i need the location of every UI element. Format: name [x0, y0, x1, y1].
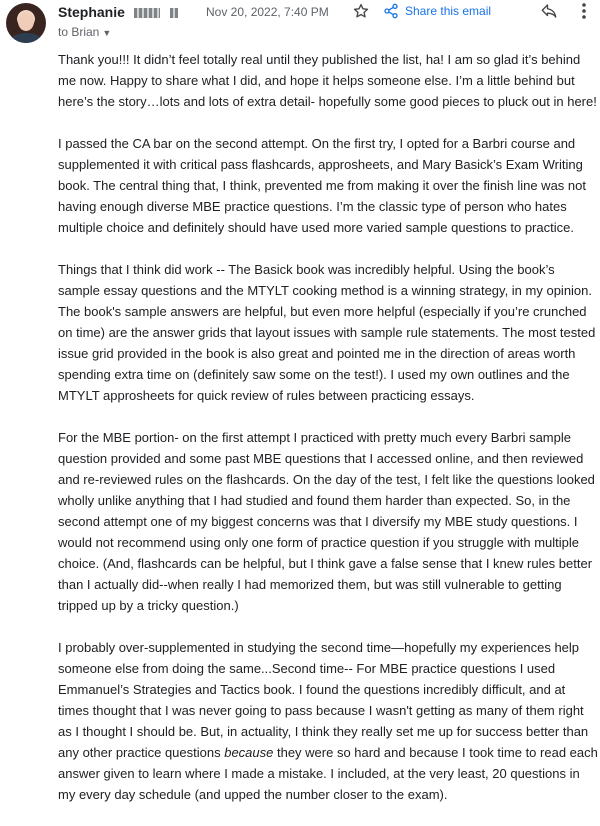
line-text: here’s the story…lots and lots of extra detail- hopefully some good pieces to pluck out in here! — [58, 94, 597, 109]
line-text: on time) are the answer grids that layout issues with sample rule statements. The most tested — [58, 325, 596, 340]
email-line — [58, 52, 580, 67]
sender-name[interactable]: Stephanie — [58, 4, 125, 20]
line-text: Things that I think did work -- The Basick book was incredibly helpful. Using the book’s — [58, 262, 555, 277]
line-text: supplemented it with critical pass flashcards, approsheets, and Mary Basick’s Exam Writing — [58, 157, 583, 172]
recipient-label: to Brian — [58, 25, 100, 39]
email-paragraph — [58, 637, 598, 805]
email-line — [58, 598, 239, 613]
email-line — [58, 220, 574, 235]
email-line — [58, 724, 588, 739]
line-text: as I thought I should be. But, in actuality, I think they really set me up for success better than — [58, 724, 589, 739]
emphasized-text: because — [224, 745, 274, 760]
line-text: me now. Happy to share what I did, and hope it helps someone else. I’m a little behind but — [58, 73, 575, 88]
email-line — [58, 346, 575, 361]
line-text: they were so hard and because I took time to read each — [273, 745, 598, 760]
star-icon[interactable] — [352, 2, 370, 20]
email-line — [58, 136, 575, 151]
more-vert-icon[interactable] — [580, 1, 588, 21]
line-text: than I actually did--when really I had memorized them, but was still vulnerable to getting — [58, 577, 562, 592]
line-text: question provided and some past MBE questions that I accessed online, and then reviewed — [58, 451, 584, 466]
email-line — [58, 262, 555, 277]
email-line — [58, 514, 578, 529]
line-text: would not recommend using only one form of practice question if you struggle with multiple — [58, 535, 579, 550]
line-text: For the MBE portion- on the first attempt I practiced with pretty much every Barbri sample — [58, 430, 571, 445]
line-text: I probably over-supplemented in studying the second time—hopefully my experiences help — [58, 640, 580, 655]
email-line — [58, 661, 555, 676]
line-text: sample essay questions and the MTYLT cooking method is a winning strategy, in my opinion. — [58, 283, 593, 298]
email-paragraph — [58, 427, 598, 616]
line-text: my every day schedule (and upped the number closer to the exam). — [58, 787, 448, 802]
email-line — [58, 472, 595, 487]
share-email-label: Share this email — [405, 4, 492, 18]
email-line — [58, 535, 579, 550]
email-line — [58, 283, 592, 298]
line-text: wholly unlike anything that I had studied and found them harder than expected. So, in the — [58, 493, 571, 508]
avatar-face — [18, 12, 34, 31]
line-text: times thought that I was never going to pass because I wasn't getting as many of them right — [58, 703, 584, 718]
line-text: any other practice questions — [58, 745, 225, 760]
email-line — [58, 556, 592, 571]
email-line — [58, 682, 565, 697]
sender-avatar[interactable] — [6, 3, 46, 43]
line-text: Thank you!!! It didn’t feel totally real until they published the list, ha! I am so glad it’s behind — [58, 52, 581, 67]
email-line — [58, 430, 571, 445]
share-icon — [383, 3, 399, 19]
line-text: MTYLT approsheets for quick review of rules between practicing essays. — [58, 388, 475, 403]
email-line — [58, 178, 586, 193]
line-text: answer given to learn where I made a mistake. I included, at the very least, 20 questions in — [58, 766, 580, 781]
email-line — [58, 640, 579, 655]
redacted-email-block — [170, 8, 178, 18]
avatar-shirt — [10, 33, 42, 43]
email-paragraph — [58, 259, 598, 406]
line-text: spending extra time on (definitely saw some on the test!). I used my own outlines and the — [58, 367, 570, 382]
email-line — [58, 703, 584, 718]
email-header — [0, 0, 600, 48]
email-line — [58, 325, 595, 340]
email-line — [58, 451, 583, 466]
redacted-email-block — [134, 8, 160, 18]
caret-down-icon[interactable]: ▼ — [102, 28, 112, 38]
email-line — [58, 388, 474, 403]
line-text: I passed the CA bar on the second attempt. On the first try, I opted for a Barbri course and — [58, 136, 576, 151]
email-line — [58, 94, 597, 109]
line-text: issue grid provided in the book is also great and pointed me in the direction of areas worth — [58, 346, 576, 361]
email-line — [58, 367, 570, 382]
line-text: and re-reviewed rules on the flashcards. On the day of the test, I felt like the questions looked — [58, 472, 595, 487]
share-email-button[interactable] — [383, 3, 491, 19]
line-text: Emmanuel’s Strategies and Tactics book. I found the questions incredibly difficult, and at — [58, 682, 566, 697]
recipient-line[interactable] — [58, 25, 111, 39]
reply-icon[interactable] — [540, 2, 558, 20]
email-line — [58, 493, 570, 508]
email-line — [58, 766, 580, 781]
line-text: choice. (And, flashcards can be helpful, but I think gave a false sense that I knew rules better — [58, 556, 593, 571]
line-text: second attempt one of my biggest concerns was that I diversify my MBE study questions. I — [58, 514, 578, 529]
line-text: tripped up by a tricky question.) — [58, 598, 239, 613]
email-line — [58, 787, 448, 802]
email-paragraph — [58, 133, 598, 238]
email-date: Nov 20, 2022, 7:40 PM — [206, 5, 329, 19]
line-text: book. The central thing that, I think, prevented me from making it over the finish line was not — [58, 178, 586, 193]
email-body — [58, 49, 598, 826]
email-line — [58, 577, 562, 592]
email-line — [58, 199, 567, 214]
email-line — [58, 157, 583, 172]
line-text: having enough diverse MBE practice questions. I’m the classic type of person who hates — [58, 199, 567, 214]
email-paragraph — [58, 49, 598, 112]
email-line — [58, 73, 575, 88]
email-line — [58, 304, 587, 319]
line-text: someone else from doing the same...Second time-- For MBE practice questions I used — [58, 661, 556, 676]
line-text: multiple choice and definitely should have used more varied sample questions to practice. — [58, 220, 574, 235]
line-text: The book's sample answers are helpful, but even more helpful (especially if you’re crunched — [58, 304, 587, 319]
